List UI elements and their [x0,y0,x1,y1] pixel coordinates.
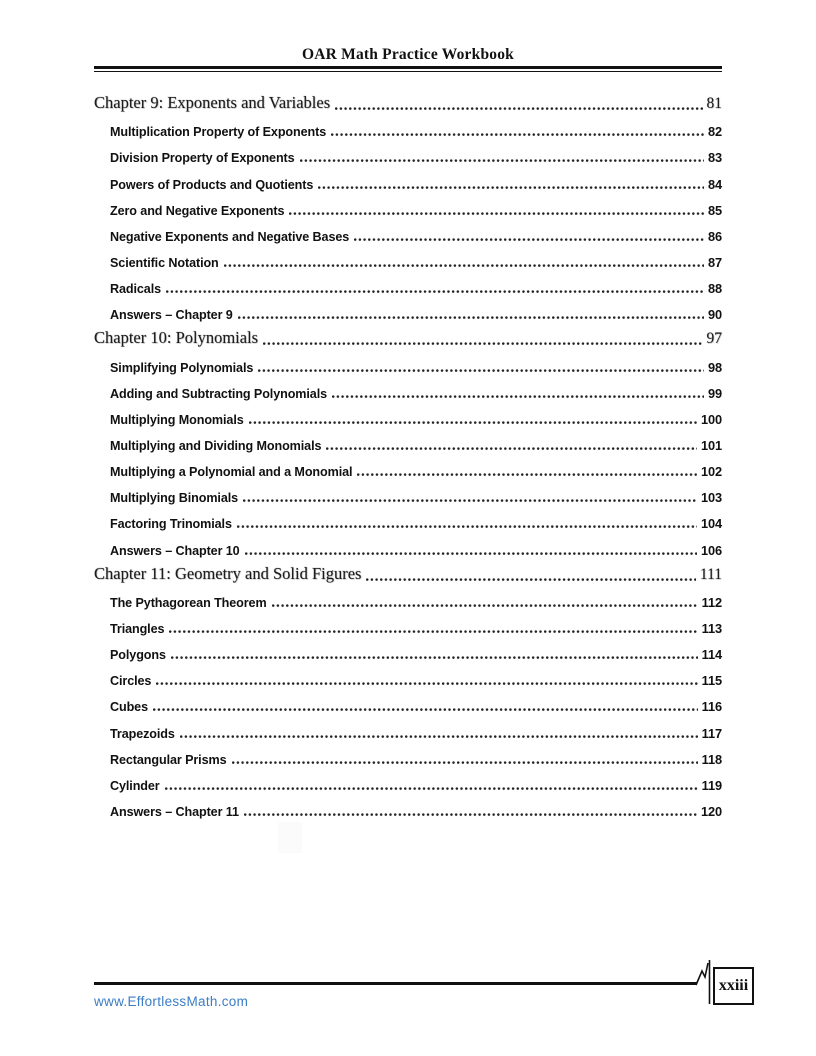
dot-leader [224,264,704,267]
dot-leader [238,316,704,319]
page-number: 106 [700,542,722,558]
page-number: 90 [707,307,722,323]
toc-sub-row [94,379,722,405]
page-number: 83 [707,150,722,166]
toc-entry-label: Adding and Subtracting Polynomials [110,386,328,401]
toc-sub-row [94,509,722,535]
toc-entry-label: Polygons [110,648,166,663]
dot-leader [332,395,704,398]
toc-sub-row [94,666,722,692]
dot-leader [366,578,695,581]
dot-leader [258,369,704,372]
page-number: 102 [700,464,722,480]
page-number: 82 [707,124,722,140]
toc-sub-row [94,248,722,274]
page-number: 84 [707,176,722,192]
toc-entry-label: Multiplication Property of Exponents [110,125,327,140]
toc-sub-row [94,745,722,771]
toc-entry-label: Answers – Chapter 11 [110,804,239,819]
page-title: OAR Math Practice Workbook [302,46,514,63]
toc-entry-label: Radicals [110,282,162,297]
page-number: 103 [700,490,722,506]
dot-leader [153,708,698,711]
dot-leader [171,656,698,659]
toc-entry-label: Chapter 10: Polynomials [94,328,259,348]
toc-entry-label: Multiplying Monomials [110,412,244,427]
toc-chapter-row [94,326,722,352]
toc-entry-label: Chapter 9: Exponents and Variables [94,93,331,113]
toc-entry-label: Simplifying Polynomials [110,360,254,375]
page-number: 87 [707,254,722,270]
page-number: 119 [701,777,722,793]
toc-entry-label: Cylinder [110,778,160,793]
toc-entry-label: Circles [110,674,152,689]
toc-entry-label: Triangles [110,621,165,636]
toc-entry-label: Factoring Trinomials [110,517,232,532]
toc-sub-row [94,169,722,195]
page-number: 99 [707,385,722,401]
dot-leader [156,682,697,685]
scan-artifact [278,822,302,853]
page-number: 97 [706,330,722,348]
header-rule [94,66,722,72]
toc-sub-row [94,771,722,797]
page-number: 120 [700,803,722,819]
toc-sub-row [94,640,722,666]
toc-sub-row [94,274,722,300]
toc-sub-row [94,143,722,169]
toc-sub-row [94,405,722,431]
page-number: 81 [706,95,722,113]
toc-entry-label: Cubes [110,700,148,715]
folio-number: xxiii [718,977,749,994]
toc-sub-row [94,352,722,378]
toc-sub-row [94,483,722,509]
dot-leader [169,630,697,633]
toc-entry-label: Multiplying a Polynomial and a Monomial [110,465,353,480]
page-number: 101 [700,437,722,453]
toc-sub-row [94,431,722,457]
page-number: 114 [701,647,722,663]
toc-chapter-row [94,91,722,117]
toc-entry-label: Multiplying Binomials [110,491,239,506]
dot-leader [166,290,704,293]
footer-rule [94,982,697,985]
toc-sub-row [94,797,722,823]
toc-sub-row [94,588,722,614]
dot-leader [272,604,698,607]
dot-leader [357,473,697,476]
toc-sub-row [94,300,722,326]
dot-leader [237,525,697,528]
page-number: 118 [701,751,722,767]
toc-entry-label: Trapezoids [110,726,175,741]
toc-entry-label: Powers of Products and Quotients [110,177,314,192]
toc-entry-label: The Pythagorean Theorem [110,595,267,610]
dot-leader [335,107,702,110]
toc-sub-row [94,222,722,248]
toc-entry-label: Rectangular Prisms [110,752,227,767]
page-number: 104 [700,516,722,532]
page-number: 100 [700,411,722,427]
website-link[interactable]: www.EffortlessMath.com [94,994,249,1009]
toc-sub-row [94,718,722,744]
dot-leader [318,186,704,189]
toc-sub-row [94,692,722,718]
toc-entry-label: Zero and Negative Exponents [110,203,285,218]
dot-leader [289,212,704,215]
dot-leader [244,813,697,816]
toc-chapter-row [94,562,722,588]
footer-flourish-icon [694,957,714,1007]
dot-leader [354,238,704,241]
dot-leader [165,787,698,790]
toc-sub-row [94,614,722,640]
dot-leader [326,447,697,450]
toc-sub-row [94,457,722,483]
page-number: 85 [707,202,722,218]
page-number: 88 [707,281,722,297]
page-number: 117 [701,725,722,741]
folio-box [713,967,754,1005]
page-number: 112 [701,594,722,610]
page-number: 115 [701,673,722,689]
dot-leader [300,159,704,162]
table-of-contents [94,91,722,823]
toc-entry-label: Chapter 11: Geometry and Solid Figures [94,563,362,583]
dot-leader [331,133,704,136]
toc-sub-row [94,117,722,143]
toc-sub-row [94,196,722,222]
toc-entry-label: Multiplying and Dividing Monomials [110,438,322,453]
dot-leader [232,761,698,764]
toc-entry-label: Answers – Chapter 9 [110,308,233,323]
dot-leader [243,499,697,502]
page-number: 116 [701,699,722,715]
toc-sub-row [94,535,722,561]
dot-leader [245,552,697,555]
page-number: 98 [707,359,722,375]
toc-entry-label: Negative Exponents and Negative Bases [110,229,350,244]
dot-leader [249,421,697,424]
toc-entry-label: Answers – Chapter 10 [110,543,240,558]
toc-entry-label: Division Property of Exponents [110,151,295,166]
dot-leader [263,342,702,345]
dot-leader [180,735,698,738]
page-number: 111 [699,565,722,583]
page-number: 86 [707,228,722,244]
toc-entry-label: Scientific Notation [110,255,219,270]
page-number: 113 [701,620,722,636]
